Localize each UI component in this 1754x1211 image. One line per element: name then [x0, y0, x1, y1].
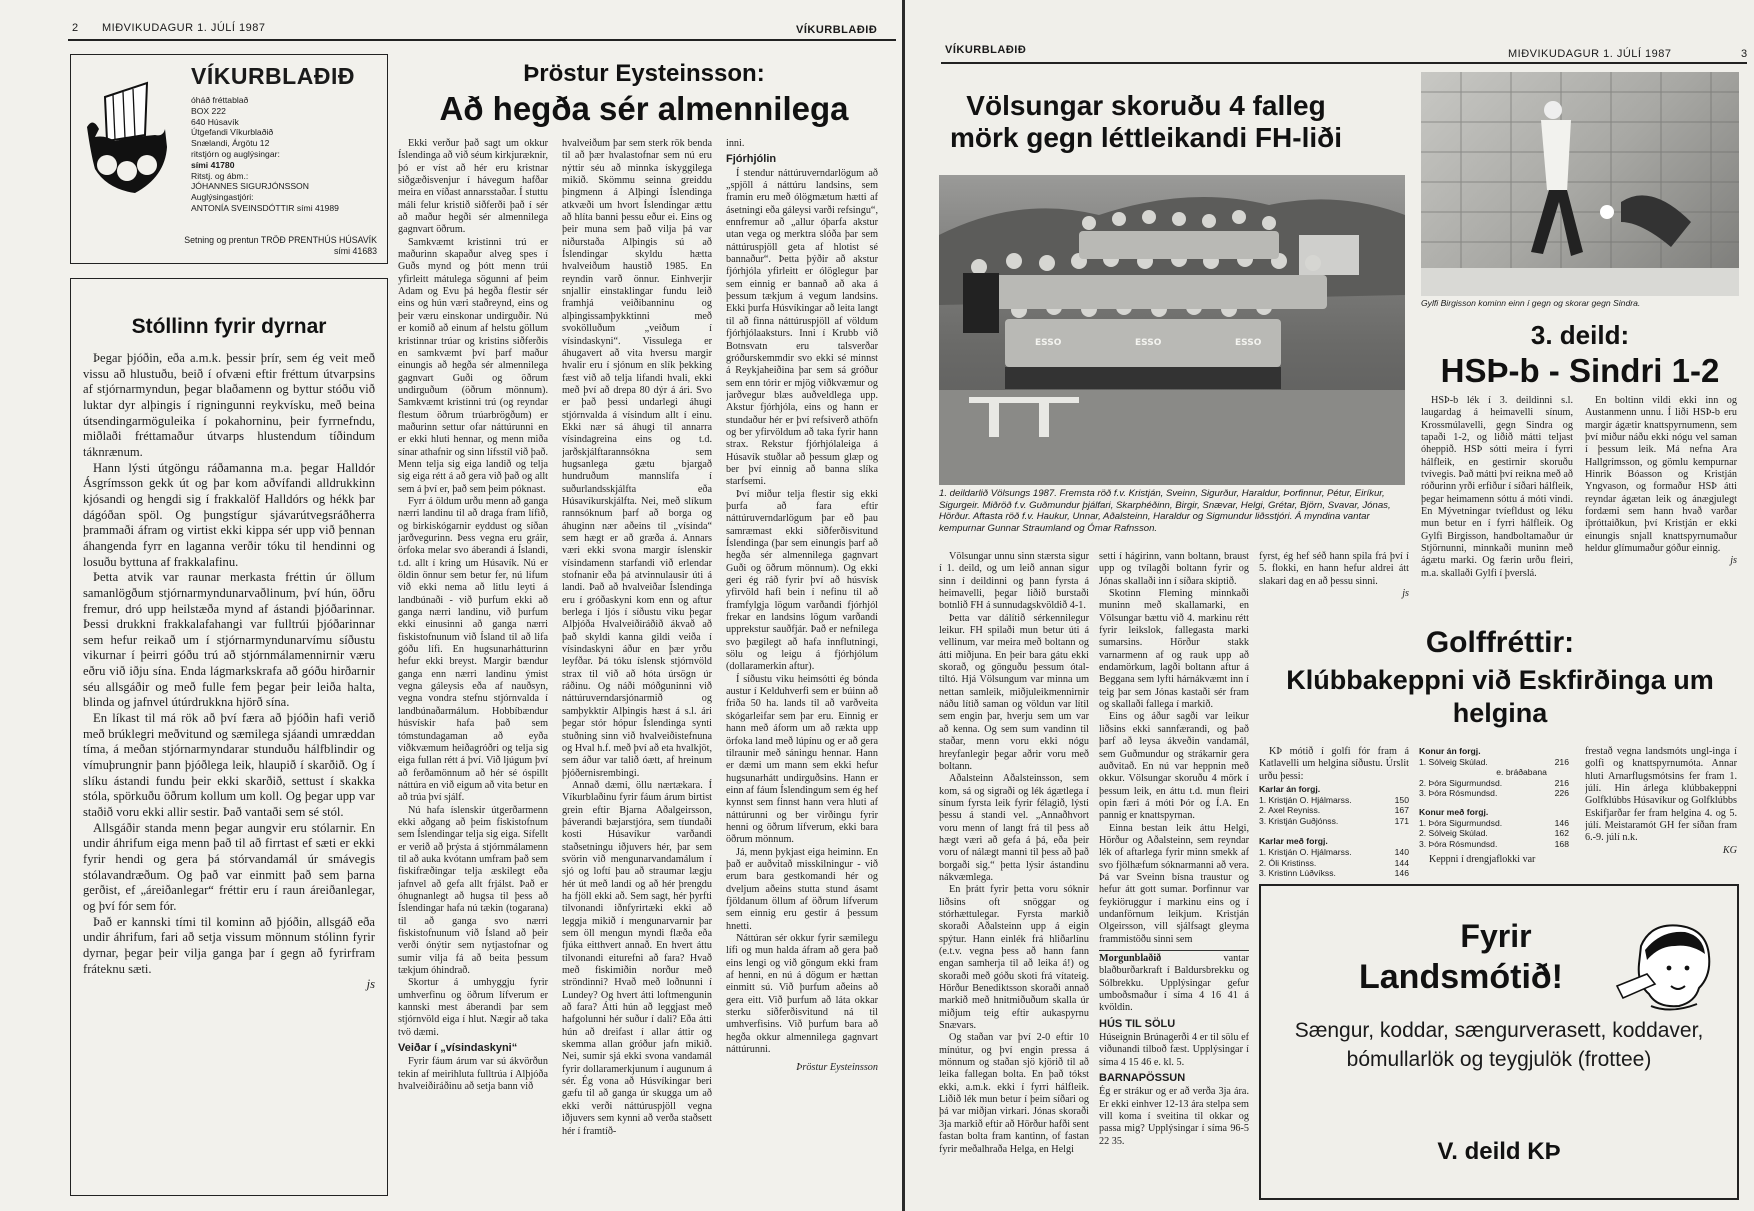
ad-line-2: Landsmótið!: [1359, 958, 1563, 996]
paper-name-header: VÍKURBLAÐIÐ: [945, 44, 1027, 56]
action-photo-caption: Gylfi Birgisson kominn einn í gegn og skorar gegn Sindra.: [1421, 298, 1641, 308]
team-photo: [939, 175, 1405, 485]
header-rule: [68, 39, 896, 41]
article-headline: Að hegða sér almennilega: [439, 90, 849, 127]
table-row: 1. Kristján O. Hjálmarss. 140: [1259, 846, 1409, 857]
article-col-2: hvalveiðum þar sem sterk rök benda til að þær hvalastofnar sem nú eru nýttir séu að minnka ískyggilega mikið. Skömmu seinna greiddu þingmenn á Alþingi Íslendinga atkvæði um hvort Íslendingar ættu að hlíta banni þessu eður ei. Eins og þeir muna sem það vilja þá var niðurstaða Alþingis sú að Íslendingar skyldu hætta hvalveiðum haustið 1985. En reyndin varð önnur. Einhverjir snjallir einstaklingar fundu leið framhjá veiðibanninu og alþingissamþykktinni með svokölluðum „veiðum í vísindaskyni“. Vissulega er áhugavert að vita hversu margir hvalir eru í sjónum en slík þekking fæst við að telja lifandi hvali, ekki með því að drepa 80 dýr á ári. Svo er það þessi undarlegi áhugi stjórnvalda á vísindum allt í einu. Ekki nær sá áhugi til annarra vísindagreina eins og t.d. jarðskjálftarannsókna sem hugsanlega gætu bjargað hundruðum mannslífa í suðurlandsskjálfta eða Húsavíkurskjálfta. Nei, með slíkum rannsóknum þarf að borga og áhuginn nær aðeins til „vísinda“ sem hægt er að græða á. Annars væri ekki svona margir íslenskir vísindamenn starfandi við erlendar stofnanir eða þá atvinnulausir úti á landi. Það að hvalveiðar Íslendinga eru í gróðaskyni kom enn og aftur berlega í ljós í síðustu viku þegar Alþjóða Hvalveiðiráðið ákvað að það skyldi kanna gildi veiða í vísindaskyni áður en þær yrðu leyfðar. Þá tóku íslensk stjórnvöld strax til við að hóta úrsögn úr ráðinu. Og náði móðguninni við náttúruverndarsjónarmið og samþykktir Alþingis hæst á s.l. ári þegar stór hópur Íslendinga synti stuðning sinn við hvalveiðistefnuna og Hval h.f. með því að eta hvalkjöt, sem áður var talið óætt, af hreinum þjóðernisrembingi. Annað dæmi, öllu nærtækara. Í Víkurblaðinu fyrir fáum árum birtist grein eftir Bjarna Aðalgeirsson, þáverandi bæjarstjóra, sem tíundaði kosti Húsavíkur varðandi staðsetningu iðjuvers hér, þar sem svörin við mengunarvandamálum í sjó og loftí þau að straumar lægju hér út með landi og að hér þrengdu ha fjöll ekki að. Sem sagt, hér þyrfti tilvonandi iðnfyrirtæki ekki að leggja mikið í mengunarvarnir þar sem öll mengun myndi flæða eða fjúka eitthvert annað. En hvert áttu tilvonandi eiturefni að fara? Hvað með fiskimiðin norður með ströndinni? Hvað með loðnunni í Lundey? Og hvert átti loftmengunin að fara? Átti hún að leggjast með hafgolunni hér suður í dali? Eða átti hún að dreifast í allar áttir og skemma allan gróður jafn mikið. Nei, sumir sjá ekki svona vandamál fyrir dollaramerkjunum í augunum á sér. Ég vona að Húsvíkingar beri gæfu til að ganga úr skugga um að ekki verði náttúruspjöll vegna iðjuvers sem kynni að verða staðsett hér í framtíð-: [562, 138, 712, 1137]
shirt-text: ESSO: [1135, 338, 1162, 348]
golf-results-konur: Konur án forgj. 1. Sólveig Skúlad. 216 e. bráðabana 2. Þóra Sigurmundsd. 216 3. Þóra Rósmundsd. 226 Konur með forgj. 1. Þóra Sigurmundsd. 146 2. Sólveig Skúlad. 162 3. Þóra Rósmundsd. 168 Keppni í drengjaflokki var: [1419, 746, 1569, 866]
viking-ship-logo: [85, 77, 169, 197]
table-row: 2. Óli Kristinss. 144: [1259, 857, 1409, 868]
page-number: 3: [1741, 48, 1748, 60]
subhead-visindaskyni: Veiðar í „vísindaskyni“: [398, 1042, 518, 1055]
woman-illustration-icon: [1611, 916, 1721, 1016]
right-page: [905, 0, 1754, 1211]
article-col-1: Ekki verður það sagt um okkur Íslendinga að við séum kirkjuræknir, þó er víst að hér eru kristnar siðgæðisvenjur í hávegum hafðar meira en víðast annarsstaðar. Í stuttu máli felur kristið siðferði það í sér að maður hegði sér almennilega gagnvart öðrum. Samkvæmt kristinni trú er maðurinn skapaður alveg spes í Guðs mynd og þótt menn trúi yfirleitt mátulega sögunni af þeim Adam og Evu þá hegða flestir sér eins og hún væri staðreynd, eins og þeir væru einskonar undirguðir. Nú er komið að einum af helstu göllum kristinnar trúar og kristins siðferðis en samkvæmt því þarf maður einungis að hegða sér almennilega gagnvart Guði og öðrum undirguðum (öðrum mönnum). Samkvæmt kristinni trú (og reyndar flestum öðrum trúarbrögðum) er maðurinn settur ofar náttúrunni en er ekki hluti hennar, og menn miða sínar athafnir og sinn lífsstíl við það. Menn telja sig eiga landið og telja sig eiga rétt á að gera við það og allt sem á því er, það sem þeim póknast. Fyrr á öldum urðu menn að ganga nærri landinu til að draga fram lífið, og birkiskógarnir eyddust og síðan jarðvegurinn. Þess vegna eru gráir, örfoka melar svo áberandi á Íslandi, t.d. allt í kring um Húsavík. Nú er öldin önnur sem betur fer, nú lifum við ekki nema að litlu leyti á landbúnaði - við þurfum ekki að ganga nærri landinu, við þurfum ekki einusinni að ganga nærri fiskistofnunum við Ísland til að lifa góðu lífi. En hugsunarhátturinn hefur ekki breyst. Margir bændur ganga enn nærri landinu ýmist vegna gáleysis eða af nauðsyn, vegna vondra stefnu stjórnvalda í landbúnaðarmálum. Hobbíbændur húsvískir hafa það sem tómstundagaman að eyða viðkvæmum heiðagróðri og telja sig eiga fullan rétt á því. Við ljúgum því að ferðamönnum að hér sé óspillt náttúra en við eigum að vita betur en að trúa því sjálf. Nú hafa íslenskir útgerðarmenn ekki aðgang að þeim fiskistofnum sem Íslendingar telja sig eiga. Sífellt er verið að þrýsta á stjórnmálamenn til að auka kvótann umfram það sem fiskifræðingar telja æskilegt eða jafnvel að gefa allt frjálst. Það er óhugnanlegt að hugsa til þess að Íslendingar hafa nú tækin (togarana) til að ganga svo nærri fiskistofnunum við Ísland að þeir verði ónýtir sem nytjastofnar og sumir vilja fá að beita þessum tækjum óhindrað. Skortur á umhyggju fyrir umhverfinu og öðrum lífverum er kannski mest áberandi þar sem stjórnvöld eiga í hlut. Nægir að taka tvö dæmi. Veiðar í „vísindaskyni“ Fyrir fáum árum var sú ákvörðun tekin af meirihluta fulltrúa í Alþjóða hvalveiðiráðinu að setja bann við: [398, 138, 548, 1093]
golf-col-3: frestað vegna landsmóts ungl-inga í golfi og knattspyrnumóta. Annar hluti Arnarflugsmótsins fer fram 1. júlí. Hin árlega klúbbakeppni Golfklúbbs Húsavíkur og Golfklúbbs Eskifjarðar fer fram helgina 4. og 5. júlí. Meistaramót GH fer síðan fram 6.-9. júlí n.k. KG: [1585, 746, 1737, 856]
date-header: MIÐVIKUDAGUR 1. JÚLÍ 1987: [1508, 48, 1672, 60]
volsungar-col-2: setti í hágirinn, vann boltann, braust upp og tvílagði boltann fyrir og Jónas skallaði inn í síðara skiptið. Skotinn Fleming minnkaði muninn með skallamarki, en Völsungar bættu við 4. markinu rétt fyrir leikslok, fallegasta marki sumarsins. Hörður stakk varnarmenn af og rauk upp að endamörkum, lagði boltann aftur á Beggana sem lyfti hárnákvæmt inn í teig þar sem Jónas kastaði sér fram og skallaði fallega í markið. Eins og áður sagði var leikur liðsins ekki sannfærandi, og það þarf að leysa ákveðin vandamál, sem Guðmundur og strákarnir gera auðvitað. En nú var heppnin með okkur. Völsungar skoruðu 4 mörk í þessum leik, en áttu t.d. mun fleiri opin færi á móti Þór og Í.A. En pannig er knattspyrnan. Einna bestan leik áttu Helgi, Hörður og Aðalsteinn, sem reyndar lék of aftarlega fyrir minn smekk af svo fjölhæfum sóknarmanni að vera. Þá var Sveinn bísna traustur og hefur átt gott sumar. Þorfinnur var feykiöruggur í markinu eins og í undanförnum leikjum. Kristján Olgeirsson, vill sjálfsagt gleyma frammistöðu sinni sem Morgunblaðið vantar blaðburðarkraft í Baldursbrekku og Sólbrekku. Upplýsingar gefur umboðsmaður í síma 4 16 41 á kvöldin. HÚS TIL SÖLU Húseignin Brúnagerði 4 er til sölu ef viðunandi tilboð fæst. Upplýsingar í síma 4 15 46 e. kl. 5. BARNAPÖSSUN Ég er strákur og er að verða 3ja ára. Er ekki einhver 12-13 ára stelpa sem vill koma í sveitina til okkar og passa mig? Upplýsingar í síma 96-5 22 35.: [1099, 551, 1249, 1147]
date-header: MIÐVIKUDAGUR 1. JÚLÍ 1987: [102, 22, 266, 34]
golf-intro: KÞ mótið í golfi fór fram á Katlavelli um helgina síðustu. Úrslit urðu þessi:: [1259, 746, 1409, 782]
golf-title: Golffréttir:: [1425, 626, 1575, 659]
article-byline: Þröstur Eysteinsson:: [523, 60, 765, 87]
page-number: 2: [72, 22, 79, 34]
classified-barnapossun: BARNAPÖSSUN: [1099, 1072, 1186, 1085]
volsungar-col-3: fyrst, ég hef séð hann spila frá því í 5. flokki, en hann hefur aldrei átt slakari dag en að þessu sinni. js: [1259, 551, 1409, 600]
ad-line-1: Fyrir: [1460, 918, 1532, 954]
landsmot-ad: [1259, 884, 1739, 1200]
hsth-headline: HSÞ-b - Sindri 1-2: [1440, 352, 1720, 389]
header-rule: [941, 62, 1747, 64]
masthead-printer: Setning og prentun TRÖÐ PRENTHÚS HÚSAVÍK sími 41683: [184, 235, 377, 256]
team-photo-graphic: [939, 175, 1405, 485]
masthead-title: VÍKURBLAÐIÐ: [191, 63, 355, 89]
subhead-fjorhjolin: Fjórhjólin: [726, 153, 777, 166]
article-signature: Þröstur Eysteinsson: [796, 1062, 878, 1074]
table-row: 2. Sólveig Skúlad. 162: [1419, 828, 1569, 839]
masthead-box: [70, 54, 388, 264]
golf-results-karlar: Karlar án forgj. 1. Kristján O. Hjálmarss. 150 2. Axel Reyniss. 167 3. Kristján Guðjónss. 171 Karlar með forgj. 1. Kristján O. Hjálmarss. 140 2. Óli Kristinss. 144 3. Kristinn Lúðvíkss. 146: [1259, 784, 1409, 879]
hsth-col-1: HSÞ-b lék í 3. deildinni s.l. laugardag á heimavelli sínum, Krossmúlavelli, gegn Sindra og tapaði 1-2, og liðið mátti teljast óheppið. HSÞ sótti meira í fyrri hálfleik, en gestirnir skoruðu tvívegis. Það mátti því reikna með að róðurinn yrði erfiður í síðari hálfleik, þegar heimamenn sóttu á móti vindi. En Mývetningar tvíefldust og léku mun betur en í fyrri hálfleik. Og Gylfi Birgisson, handboltamaður úr Stjörnunni, minnkaði muninn með ágætu marki. Og færin urðu fleiri, m.a. skallaði Gylfi í þverslá.: [1421, 395, 1573, 579]
table-row: 1. Þóra Sigurmundsd. 146: [1419, 817, 1569, 828]
classified-hus-til-solu: HÚS TIL SÖLU: [1099, 1017, 1176, 1030]
hsth-league: 3. deild:: [1530, 320, 1630, 350]
table-row: 1. Kristján O. Hjálmarss. 150: [1259, 794, 1409, 805]
golf-youth-note: Keppni í drengjaflokki var: [1429, 854, 1536, 866]
table-row: 3. Kristinn Lúðvíkss. 146: [1259, 868, 1409, 879]
hsth-col-2: En boltinn vildi ekki inn og Austanmenn unnu. Í liði HSÞ-b eru margir ágætir knattspyrnumenn, sem því miður náðu ekki nógu vel saman í þessum leik. Má nefna Ara Hallgrímsson, og gömlu kempurnar Hinrik Bóasson og Kristján Yngvason, og formaður HSÞ átti reyndar ágætan leik og ánægjulegt fordæmi sem hann hvað varðar íþróttaiðkun, því Kristján er ekki einungis snjall knattspyrnumaður heldur glímumaður góður einnig. js: [1585, 395, 1737, 567]
volsungar-col-1: Völsungar unnu sinn stærsta sigur í 1. deild, og um leið annan sigur sinn í deildinni og þann fyrsta á heimavelli, þegar liðið burstaði botnlið FH á sunnudagskvöldið 4-1. Þetta var dálítið sérkennilegur leikur. FH spilaði mun betur úti á vellinum, var meira með boltann og átti miðjuna. En þeir bara gátu ekki skorað, og gönguðu þessum ótal-tiltó. Hjá Völsungum var minna um nettan samleik, miðjuleikmennirnir náðu lítið saman og völdun var lítil sem engin þar, hverju sem um var að kenna. Og sem sum vandinn til staðar, menn voru ekki nógu hreyfanlegir þegar aðrir voru með boltann. Aðalsteinn Aðalsteinsson, sem kom, sá og sigraði og lék ágætlega í sínum fyrsta leik fyrir félagið, lýsti þessu á standi vel. „Annaðhvort voru menn of langt frá til þess að hægt væri að gefa á þá, eða þeir voru of nálægt manni til þess að það borgaði sig.“ þetta lýsir ástandinu nákvæmlega. En þrátt fyrir þetta voru sóknir liðsins oft snöggar og stórhættulegar. Fyrsta markið skoraði Aðalsteinn upp á eigin spýtur. Hann einlék frá hliðarlínu (e.t.v. vegna þess að hann fann engan samherja til að leika á!) og skoraði með góðu skoti frá vítateig. Hörður Benediktsson skoraði annað markið með hnitmiðuðum skalla úr miðjum teig eftir aukaspyrnu Snævars. Og staðan var því 2-0 eftir 10 mínútur, og því engin pressa á mönnum og staðan sjö kjörið til að leika fallegan bolta. En það tókst ekki, a.m.k. ekki í fyrri hálfleik. Liðið lék mun betur í þeim síðari og þá var miðjan virkari. Jónas skoraði 3ja markið eftir að Hörður hafði sent fastan bolta fram kantinn, of fastan fyrir meðalhraða Helga, en Helgi: [939, 551, 1089, 1155]
article-col-3: inni. Fjórhjólin Í stendur náttúruverndarlögum að „spjöll á náttúru landsins, sem framin eru með ólögmætum hætti af ásetningi eða gáleysi varði refsingu“, ennfremur að „allur óþarfa akstur utan vega og merktra slóða þar sem náttúruspjöll geta af hlotist sé bannaður“. Þetta þýðir að akstur fjórhjóla yfirleitt er ólöglegur þar sem einnig er bannað að aka á þessum tækjum á vegum landsins. Ekki þurfa Húsvíkingar að leita langt til að finna náttúruspjöll af völdum fjórhjólaaksturs. Inni í Krubb við Botnsvatn eru talsverðar gróðurskemmdir svo ekki sé minnst á Reykjaheiðina þar sem sá gróður sem enn tórir er mjög viðkvæmur og jarðvegur blæs auðveldlega upp. Akstur fjórhjóla, eins og hann er stundaður hér er því refsiverð athöfn og ber yfirvöldum að taka fyrir hann strax. Rekstur fjórhjólaleiga á Húsavík stuðlar að þessum glæp og ber því einnig að banna slíka starfsemi. Því miður telja flestir sig ekki þurfa að fara eftir náttúruverndarlögum þar eð þau samræmast ekki siðferðisvitund Íslendinga (þar sem einungis þarf að hegða sér almennilega gagnvart Guði og öðrum mönnum). Og ekki geri ég ráð fyrir því að húsvísk yfirvöld hafi bein í nefinu til að framfylgja lögum varðandi fjórhjól frekar en landsins lögum varðandi upprekstur sauðfjár. Það er nefnilega svo þægilegt að hafa innflutningi, sölu og leigu á fjórhjólum (dollaramerkin aftur). Í síðustu viku heimsótti ég bónda austur í Kelduhverfi sem er búinn að friða 50 ha. lands til að varðveita skógarleifar sem þar eru. Einnig er hann með áform um að rækta upp örfoka land með lúpínu og er að gera tilraunir með sáningu hennar. Hann er dæmi um mann sem ekki hefur hugsunarhátt undirguðsins. Hann er einn af fáum Íslendingum sem ég hef kynnst sem finnst hann vera hluti af náttúrunni og ber virðingu fyrir henni og öðrum lífverum, ekki bara öðrum mönnum. Já, menn þykjast eiga heiminn. En það er auðvitað misskilningur - við erum bara gestkomandi hér og dveljum aðeins stutta stund ásamt fjöldanum öllum af öðrum lífverum sem einnig eru gestir á þessum hnetti. Náttúran sér okkur fyrir sæmilegu lífi og mun halda áfram að gera það eins lengi og við göngum ekki fram af henni, en nú á dögum er hættan einmitt sú. Við þurfum aðeins að gera eitt. Við þurfum að láta okkar sterku siðferðisvitund ná til umhverfisins. Við þurfum bara að hegða okkur almennilega gagnvart náttúrunni. Þröstur Eysteinsson: [726, 138, 878, 1074]
editorial-title: Stóllinn fyrir dyrnar: [131, 315, 327, 338]
masthead-info: óháð fréttablað BOX 222 640 Húsavík Útgefandi Víkurblaðið Snælandi, Árgötu 12 ritstjórn og auglýsingar: sími 41780 Ritstj. og ábm.: JÓHANNES SIGURJÓNSSON Auglýsingastjóri: ANTONÍA SVEINSDÓTTIR sími 41989: [191, 95, 339, 213]
table-row: 1. Sólveig Skúlad. 216: [1419, 756, 1569, 767]
action-photo: [1421, 72, 1739, 296]
ad-sponsor: V. deild KÞ: [1437, 1138, 1561, 1165]
action-photo-graphic: [1421, 72, 1739, 296]
team-photo-caption: 1. deildarlið Völsungs 1987. Fremsta röð f.v. Kristján, Sveinn, Sigurður, Haraldur, Þorfinnur, Pétur, Eiríkur, Sigurgeir. Miðröð f.v. Guðmundur þjálfari, Skarphéðinn, Birgir, Snævar, Helgi, Grétar, Björn, Svavar, Jónas, Hörður. Aftasta röð f.v. Haukur, Unnar, Aðalsteinn, Haraldur og Sigmundur liðsstjóri. Á myndina vantar kempurnar Gunnar Straumland og Ómar Rafnsson.: [939, 488, 1391, 534]
shirt-text: ESSO: [1035, 338, 1062, 348]
paper-name-header: VÍKURBLAÐIÐ: [796, 24, 878, 36]
table-row: e. bráðabana: [1496, 767, 1547, 778]
volsungar-headline: Völsungar skoruðu 4 falleg mörk gegn léttleikandi FH-liði: [949, 90, 1343, 153]
table-row: 3. Þóra Rósmundsd. 226: [1419, 788, 1569, 799]
golf-headline: Klúbbakeppni við Eskfirðinga um helgina: [1286, 665, 1714, 728]
ad-body: Sængur, koddar, sængurverasett, koddaver, bómullarlök og teygjulök (frottee): [1294, 1019, 1704, 1071]
editorial-text: Þegar þjóðin, eða a.m.k. þessir þrír, sem ég veit með vissu að hlustuðu, beið í ofvæni eftir fréttum útvarpsins af stjórnarmyndun, þegar blaðamenn og byttur stóðu við luktar dyr alþingis í rigningunni reykvísku, með beina útsendingarmöguleika í pokahorninu, þeir fyrrnefndu, miðlaði fréttamaður útvarps hlustendum tíðindum táknrænum. Hann lýsti útgöngu ráðamanna m.a. þegar Halldór Ásgrímsson gekk út og þar kom aðvífandi alldrukkinn kjósandi og hengdi sig í frakkalöf Halldórs og hékk þar dágóðan spöl. Og þungstígur sjávarútvegsráðherra þrammaði áfram og virtist ekki kippa sér upp við þennan áhangenda fyrr en laganna verðir tóku til hendinni og losuðu byttuna af frakkalafinu. Þetta atvik var raunar merkasta fréttin úr öllum samanlögðum stjórnarmyndunarvaðlinum, því hún, öðru fremur, dró upp heilstæða mynd af ástandi þjóðarinnar. Þessi drukkni frakkalafahangi var fulltrúi þjóðarinnar sem hefur reikað um í stjórnarmyndunarvímu síðustu vikurnar í þeirri góðu trú að stjórnmálamennirnir væru eðru við iðju sína. Enda lágmarkskrafa að góðu hirðarnir séu allsgáðir og með fulle fem þegar þeir leiða halta, blinda og jafnvel útúrdrukkna hjörð sína. En líkast til má rök að því færa að þjóðin hafi verið með brúklegri meðvitund og sæmilega sjáandi umræddan tíma, á meðan stjórnarmyndarar stunduðu hálfblindir og vímuþrungnir þann þjóðlega leik, hlaupið í skarðið. Og í slíku ástandi fundu þeir ekki skarðið, settust í skakka stóla, spörkuðu öðrum kollum um koll. Og þegar upp var staðið voru ekki allir sestir. Það vantaði sem sé stól. Allsgáðir standa menn þegar aungvir eru stólarnir. En undir áhrifum eiga menn það til að firrtast ef sæti er ekki fyrir hendi og gera þá stórvandamál úr smávegis stólavandræðum. Og það var einmitt það sem þarna gerðist, ef „áreiðanlegar“ fréttir eru í raun áreiðanlegar, og því fór sem fór. Það er kannski tími til kominn að þjóðin, allsgáð eða undir áhrifum, fari að setja vissum mönnum stólinn fyrir dyrnar, þegar þeir vilja ganga þar í gegn að fyrirfram fráteknu sæti. js: [83, 351, 375, 992]
shirt-text: ESSO: [1235, 338, 1262, 348]
classified-morgunbladid: Morgunblaðið: [1099, 953, 1162, 964]
table-row: 2. Þóra Sigurmundsd. 216: [1419, 777, 1569, 788]
table-row: 2. Axel Reyniss. 167: [1259, 805, 1409, 816]
table-row: 3. Þóra Rósmundsd. 168: [1419, 838, 1569, 849]
table-row: 3. Kristján Guðjónss. 171: [1259, 815, 1409, 826]
editorial-box: [70, 278, 388, 1196]
editorial-signature: js: [366, 977, 375, 992]
